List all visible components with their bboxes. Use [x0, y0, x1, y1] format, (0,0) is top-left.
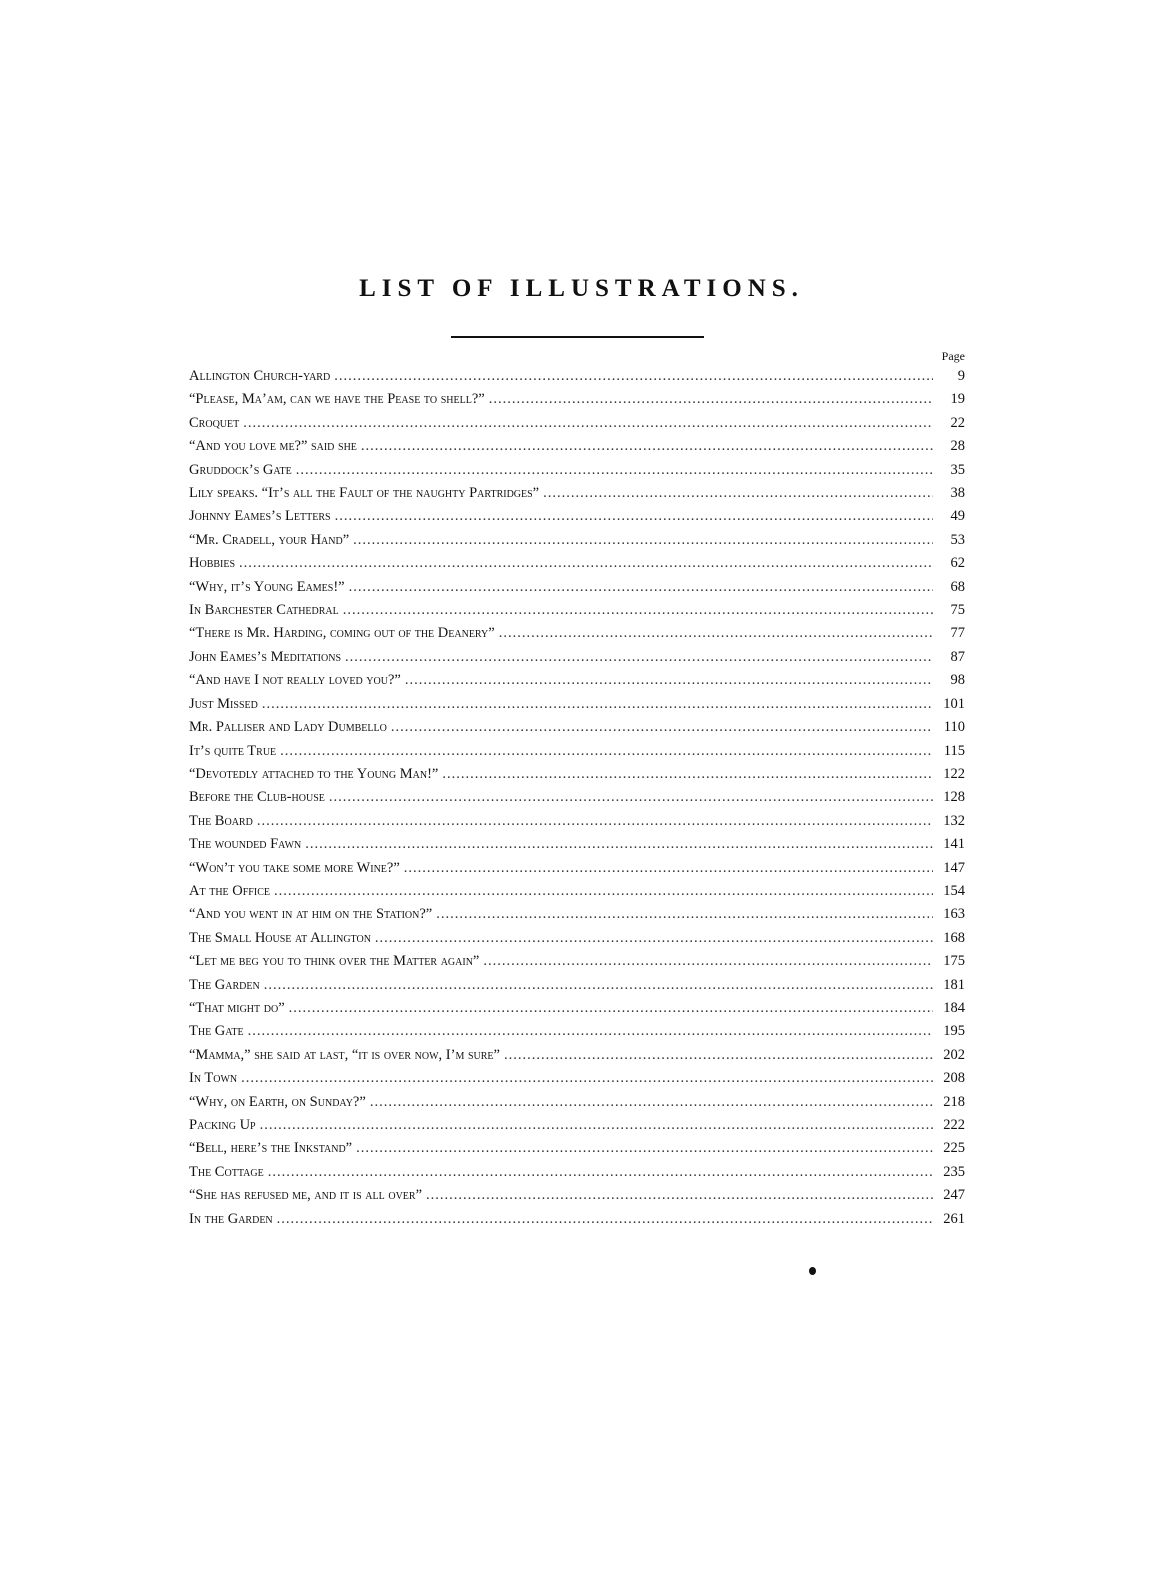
- illustration-title: The wounded Fawn: [189, 836, 302, 853]
- page-number: 261: [943, 1210, 965, 1227]
- page-number: 218: [943, 1093, 965, 1110]
- page-column-heading: Page: [941, 349, 965, 363]
- dot-leader: [257, 810, 933, 833]
- illustration-title: The Garden: [189, 976, 260, 993]
- dot-leader: [405, 669, 933, 692]
- page-title: LIST OF ILLUSTRATIONS.: [359, 275, 804, 302]
- illustration-title: “There is Mr. Harding, coming out of the Deanery”: [189, 625, 495, 642]
- dot-leader: [436, 903, 933, 926]
- dot-leader: [489, 388, 933, 411]
- dot-leader: [335, 505, 933, 528]
- list-item: [189, 1208, 965, 1231]
- list-item: [189, 412, 965, 435]
- page-number: 175: [943, 953, 965, 970]
- dot-leader: [353, 529, 933, 552]
- dot-leader: [280, 740, 933, 763]
- list-item: [189, 716, 965, 739]
- page-number: 181: [943, 976, 965, 993]
- page-number: 154: [943, 882, 965, 899]
- illustration-title: “Why, it’s Young Eames!”: [189, 578, 345, 595]
- dot-leader: [289, 997, 933, 1020]
- dot-leader: [442, 763, 933, 786]
- list-item: [189, 974, 965, 997]
- list-item: [189, 1137, 965, 1160]
- dot-leader: [296, 459, 933, 482]
- dot-leader: [483, 950, 933, 973]
- illustration-title: “Why, on Earth, on Sunday?”: [189, 1093, 366, 1110]
- dot-leader: [375, 927, 933, 950]
- page-number: 35: [950, 461, 965, 478]
- list-item: [189, 1184, 965, 1207]
- list-item: [189, 599, 965, 622]
- list-item: [189, 552, 965, 575]
- illustration-title: The Board: [189, 812, 253, 829]
- illustration-title: “She has refused me, and it is all over”: [189, 1187, 423, 1204]
- illustration-title: “Please, Ma’am, can we have the Pease to shell?”: [189, 391, 485, 408]
- list-item: [189, 622, 965, 645]
- illustration-title: “Won’t you take some more Wine?”: [189, 859, 400, 876]
- page-number: 163: [943, 906, 965, 923]
- list-item: [189, 576, 965, 599]
- page-number: 225: [943, 1140, 965, 1157]
- illustration-title: “And have I not really loved you?”: [189, 672, 401, 689]
- list-item: [189, 1161, 965, 1184]
- list-item: [189, 810, 965, 833]
- list-item: [189, 763, 965, 786]
- illustration-title: Lily speaks. “It’s all the Fault of the naughty Partridges”: [189, 485, 540, 502]
- list-item: [189, 927, 965, 950]
- list-item: [189, 857, 965, 880]
- dot-leader: [262, 693, 933, 716]
- page-number: 98: [950, 672, 965, 689]
- list-item: [189, 459, 965, 482]
- illustration-title: “Mr. Cradell, your Hand”: [189, 531, 350, 548]
- list-item: [189, 997, 965, 1020]
- illustration-title: “Let me beg you to think over the Matter again”: [189, 953, 480, 970]
- illustration-title: At the Office: [189, 882, 270, 899]
- illustration-title: Johnny Eames’s Letters: [189, 508, 331, 525]
- illustrations-list: [189, 365, 965, 1231]
- list-item: [189, 950, 965, 973]
- list-item: [189, 786, 965, 809]
- illustration-title: It’s quite True: [189, 742, 277, 759]
- illustration-title: In Town: [189, 1070, 238, 1087]
- dot-leader: [349, 576, 933, 599]
- page-number: 202: [943, 1046, 965, 1063]
- dot-leader: [343, 599, 933, 622]
- page-number: 147: [943, 859, 965, 876]
- page-number: 77: [950, 625, 965, 642]
- illustration-title: Mr. Palliser and Lady Dumbello: [189, 719, 387, 736]
- dot-leader: [274, 880, 933, 903]
- dot-leader: [329, 786, 933, 809]
- illustration-title: “Mamma,” she said at last, “it is over now, I’m sure”: [189, 1046, 500, 1063]
- illustration-title: “That might do”: [189, 999, 285, 1016]
- list-item: [189, 388, 965, 411]
- dot-leader: [260, 1114, 933, 1137]
- list-item: [189, 482, 965, 505]
- illustration-title: The Cottage: [189, 1163, 264, 1180]
- page-number: 128: [943, 789, 965, 806]
- dot-leader: [334, 365, 933, 388]
- page-number: 122: [943, 765, 965, 782]
- page-number: 132: [943, 812, 965, 829]
- illustration-title: “And you love me?” said she: [189, 438, 357, 455]
- title-rule: [451, 336, 704, 338]
- page-number: 141: [943, 836, 965, 853]
- page-number: 49: [950, 508, 965, 525]
- list-item: [189, 365, 965, 388]
- page-number: 184: [943, 999, 965, 1016]
- ink-mark: [809, 1267, 816, 1275]
- dot-leader: [361, 435, 933, 458]
- list-item: [189, 903, 965, 926]
- page-number: 101: [943, 695, 965, 712]
- illustration-title: Gruddock’s Gate: [189, 461, 292, 478]
- page-number: 9: [957, 368, 965, 384]
- dot-leader: [239, 552, 933, 575]
- dot-leader: [426, 1184, 933, 1207]
- page-number: 62: [950, 555, 965, 572]
- list-item: [189, 1044, 965, 1067]
- illustration-title: In Barchester Cathedral: [189, 602, 339, 619]
- illustration-title: Before the Club-house: [189, 789, 325, 806]
- illustration-title: Croquet: [189, 414, 240, 431]
- list-item: [189, 1067, 965, 1090]
- page-number: 235: [943, 1163, 965, 1180]
- list-item: [189, 669, 965, 692]
- list-item: [189, 740, 965, 763]
- illustration-title: Just Missed: [189, 695, 258, 712]
- page-number: 68: [950, 578, 965, 595]
- page-number: 53: [950, 531, 965, 548]
- list-item: [189, 646, 965, 669]
- dot-leader: [243, 412, 933, 435]
- page-number: 28: [950, 438, 965, 455]
- dot-leader: [543, 482, 933, 505]
- page-number: 168: [943, 929, 965, 946]
- list-item: [189, 1114, 965, 1137]
- illustration-title: John Eames’s Meditations: [189, 648, 342, 665]
- list-item: [189, 880, 965, 903]
- list-item: [189, 693, 965, 716]
- page-number: 38: [950, 485, 965, 502]
- dot-leader: [370, 1091, 933, 1114]
- illustration-title: Hobbies: [189, 555, 236, 572]
- page-number: 195: [943, 1023, 965, 1040]
- list-item: [189, 435, 965, 458]
- illustration-title: “Bell, here’s the Inkstand”: [189, 1140, 353, 1157]
- dot-leader: [345, 646, 933, 669]
- illustration-title: Allington Church-yard: [189, 368, 331, 384]
- dot-leader: [391, 716, 933, 739]
- illustration-title: In the Garden: [189, 1210, 273, 1227]
- page-number: 87: [950, 648, 965, 665]
- dot-leader: [248, 1020, 933, 1043]
- illustration-title: The Small House at Allington: [189, 929, 371, 946]
- dot-leader: [268, 1161, 933, 1184]
- illustration-title: “Devotedly attached to the Young Man!”: [189, 765, 439, 782]
- page-number: 22: [950, 414, 965, 431]
- page-number: 110: [943, 719, 965, 736]
- list-item: [189, 1020, 965, 1043]
- dot-leader: [305, 833, 933, 856]
- page-number: 75: [950, 602, 965, 619]
- dot-leader: [241, 1067, 933, 1090]
- page-number: 19: [950, 391, 965, 408]
- page-number: 247: [943, 1187, 965, 1204]
- dot-leader: [356, 1137, 933, 1160]
- list-item: [189, 1091, 965, 1114]
- page-number: 222: [943, 1117, 965, 1133]
- dot-leader: [504, 1044, 933, 1067]
- dot-leader: [277, 1208, 933, 1231]
- list-item: [189, 833, 965, 856]
- illustration-title: Packing Up: [189, 1117, 256, 1133]
- page-number: 208: [943, 1070, 965, 1087]
- dot-leader: [264, 974, 933, 997]
- dot-leader: [499, 622, 933, 645]
- dot-leader: [404, 857, 933, 880]
- list-item: [189, 505, 965, 528]
- list-item: [189, 529, 965, 552]
- illustration-title: The Gate: [189, 1023, 244, 1040]
- illustration-title: “And you went in at him on the Station?”: [189, 906, 433, 923]
- page-number: 115: [943, 742, 965, 759]
